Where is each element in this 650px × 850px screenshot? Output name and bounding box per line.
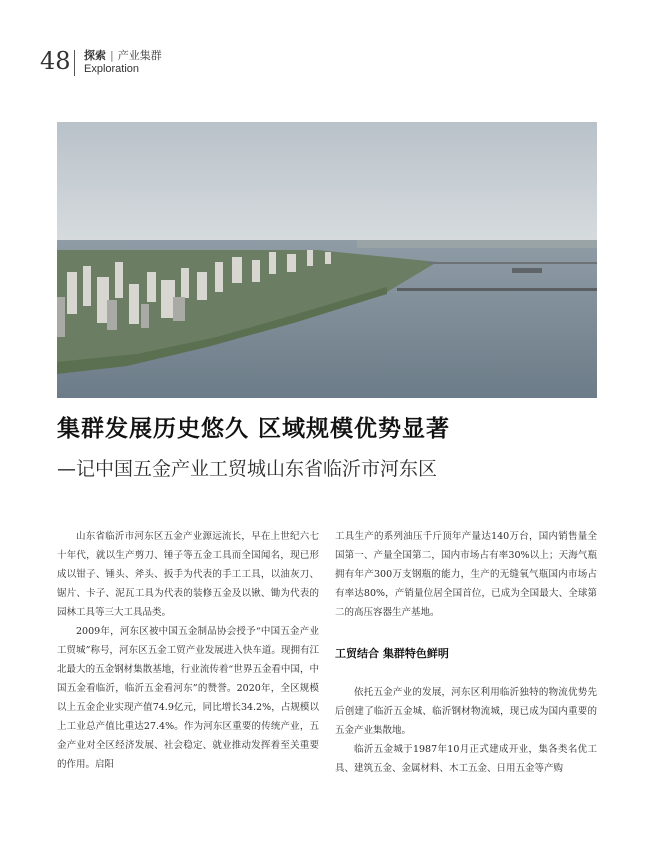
section-heading: 工贸结合 集群特色鲜明 bbox=[335, 647, 449, 660]
section-english: Exploration bbox=[84, 63, 140, 75]
paragraph: 依托五金产业的发展，河东区利用临沂独特的物流优势先后创建了临沂五金城、临沂钢材物流城，现已成为国内重要的五金产业集散地。 bbox=[335, 687, 597, 736]
article-subtitle: —记中国五金产业工贸城山东省临沂市河东区 bbox=[57, 458, 438, 480]
header-divider bbox=[74, 50, 75, 76]
paragraph: 山东省临沂市河东区五金产业源远流长，早在上世纪六七十年代，就以生产剪刀、锤子等五金工具而全国闻名，现已形成以钳子、锤头、斧头、扳手为代表的手工工具，以油灰刀、锯片、卡子、泥瓦工具为代表的装修五金及以锹、锄为代表的园林工具等三大工具品类。 bbox=[57, 531, 319, 618]
subsection-name: 产业集群 bbox=[117, 49, 162, 62]
left-column bbox=[57, 527, 319, 774]
page-number: 48 bbox=[40, 47, 71, 75]
paragraph: 2009年，河东区被中国五金制品协会授予“中国五金产业工贸城”称号，河东区五金工贸产业发展进入快车道。现拥有江北最大的五金钢材集散基地，行业流传着“世界五金看中国，中国五金看临沂，临沂五金看河东”的赞誉。2020年，全区规模以上五金企业实现产值74.9亿元，同比增长34.2%，占规模以上工业总产值比重达27.4%。作为河东区重要的传统产业，五金产业对全区经济发展、社会稳定、就业推动发挥着至关重要的作用。启阳 bbox=[57, 626, 319, 770]
article-title: 集群发展历史悠久 区域规模优势显著 bbox=[57, 416, 451, 442]
aerial-photo-riverside-city-icon bbox=[57, 122, 597, 398]
aerial-photo bbox=[57, 122, 597, 398]
paragraph: 临沂五金城于1987年10月正式建成开业，集各类名优工具、建筑五金、金属材料、木工五金、日用五金等产购 bbox=[335, 744, 597, 774]
section-separator: | bbox=[110, 49, 114, 62]
right-column bbox=[335, 527, 597, 778]
section-name: 探索 bbox=[84, 49, 106, 62]
paragraph-continued: 工具生产的系列油压千斤顶年产量达140万台，国内销售量全国第一、产量全国第二，国内市场占有率30%以上；天海气瓶拥有年产300万支钢瓶的能力，生产的无缝氧气瓶国内市场占有率达80%，产销量位居全国首位，已成为全国最大、全球第二的高压容器生产基地。 bbox=[335, 531, 597, 618]
section-label bbox=[84, 47, 162, 63]
